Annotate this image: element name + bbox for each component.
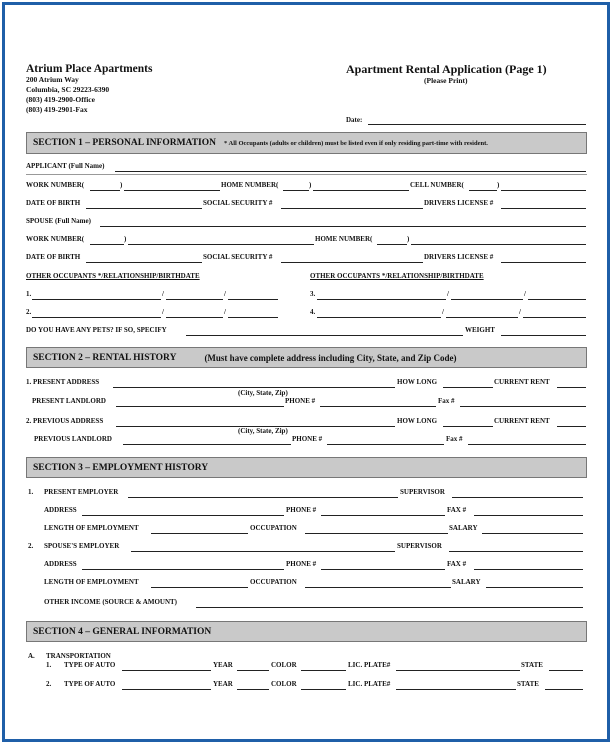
employer-phone-label: PHONE # (286, 506, 317, 514)
occupant-3-name-field[interactable] (317, 291, 446, 300)
spouse-employer-phone-field[interactable] (321, 561, 445, 570)
year-label: YEAR (213, 661, 233, 669)
auto-1-color-field[interactable] (301, 662, 346, 671)
previous-landlord-phone-label: PHONE # (292, 435, 323, 443)
supervisor-label: SUPERVISOR (400, 488, 445, 496)
spouse-supervisor-field[interactable] (449, 543, 583, 552)
previous-current-rent-label: CURRENT RENT (494, 417, 550, 425)
present-landlord-phone-field[interactable] (320, 398, 436, 407)
spouse-ssn-field[interactable] (281, 254, 423, 263)
present-address-label: 1. PRESENT ADDRESS (26, 378, 100, 386)
employer-fax-field[interactable] (474, 507, 583, 516)
previous-landlord-fax-label: Fax # (446, 435, 463, 443)
spouse-salary-label: SALARY (452, 578, 481, 586)
occupant-3-relationship-field[interactable] (451, 291, 523, 300)
present-address-field[interactable] (113, 379, 395, 388)
weight-field[interactable] (501, 327, 586, 336)
lic-plate-label: LIC. PLATE# (348, 661, 391, 669)
slash: / (447, 290, 449, 298)
section-1-header (26, 132, 587, 154)
other-occupants-label-right: OTHER OCCUPANTS */RELATIONSHIP/BIRTHDATE (310, 272, 484, 280)
spouse-work-number-field[interactable] (128, 236, 314, 245)
previous-how-long-label: HOW LONG (397, 417, 438, 425)
present-landlord-fax-label: Fax # (438, 397, 455, 405)
lic-plate-label-2: LIC. PLATE# (348, 680, 391, 688)
spouse-employer-fax-field[interactable] (474, 561, 583, 570)
work-number-label: WORK NUMBER( (26, 181, 85, 189)
section-2-note: (Must have complete address including City, State, and Zip Code) (204, 352, 457, 363)
auto-2-color-field[interactable] (301, 681, 346, 690)
spouse-home-area-code-field[interactable] (377, 235, 410, 245)
occupant-2-name-field[interactable] (32, 309, 161, 318)
date-label: Date: (346, 116, 363, 124)
home-number-field[interactable] (313, 182, 409, 191)
spouse-employer-address-field[interactable] (82, 561, 284, 570)
spouse-home-number-field[interactable] (411, 236, 586, 245)
applicant-name-field[interactable] (115, 163, 586, 172)
transportation-label: TRANSPORTATION (46, 652, 111, 660)
section-2-title: SECTION 2 – RENTAL HISTORY (33, 352, 177, 363)
spouse-name-field[interactable] (100, 218, 586, 227)
occupant-3-number: 3. (310, 290, 316, 298)
previous-landlord-phone-field[interactable] (327, 436, 444, 445)
close-paren: ) (120, 181, 123, 189)
auto-2-number: 2. (46, 680, 52, 688)
date-field[interactable] (368, 116, 586, 125)
ssn-label: SOCIAL SECURITY # (203, 199, 273, 207)
occupant-1-number: 1. (26, 290, 32, 298)
spouse-work-area-code-field[interactable] (90, 235, 127, 245)
employer-address-field[interactable] (82, 507, 284, 516)
previous-current-rent-field[interactable] (557, 418, 586, 427)
spouse-employer-phone-label: PHONE # (286, 560, 317, 568)
cell-number-label: CELL NUMBER( (410, 181, 464, 189)
occupant-4-relationship-field[interactable] (446, 309, 518, 318)
spouse-salary-field[interactable] (486, 579, 583, 588)
present-landlord-label: PRESENT LANDLORD (32, 397, 106, 405)
salary-field[interactable] (482, 525, 583, 534)
spouse-ssn-label: SOCIAL SECURITY # (203, 253, 273, 261)
auto-2-state-field[interactable] (545, 681, 583, 690)
spouse-occupation-field[interactable] (305, 579, 451, 588)
spouse-work-number-label: WORK NUMBER( (26, 235, 85, 243)
present-how-long-field[interactable] (443, 379, 493, 388)
occupant-3-birthdate-field[interactable] (528, 291, 586, 300)
occupant-1-birthdate-field[interactable] (228, 291, 278, 300)
previous-how-long-field[interactable] (443, 418, 493, 427)
slash: / (519, 308, 521, 316)
slash: / (524, 290, 526, 298)
section-1-title: SECTION 1 – PERSONAL INFORMATION (33, 138, 216, 148)
dob-field[interactable] (86, 200, 202, 209)
state-label: STATE (521, 661, 543, 669)
auto-1-state-field[interactable] (549, 662, 583, 671)
spouse-supervisor-label: SUPERVISOR (397, 542, 442, 550)
pets-field[interactable] (186, 327, 463, 336)
occupant-2-number: 2. (26, 308, 32, 316)
slash: / (224, 290, 226, 298)
occupant-2-birthdate-field[interactable] (228, 309, 278, 318)
slash: / (162, 290, 164, 298)
year-label-2: YEAR (213, 680, 233, 688)
occupant-1-name-field[interactable] (32, 291, 161, 300)
auto-2-year-field[interactable] (237, 681, 269, 690)
spouse-drivers-license-label: DRIVERS LICENSE # (424, 253, 494, 261)
dob-label: DATE OF BIRTH (26, 199, 81, 207)
close-paren: ) (309, 181, 312, 189)
company-fax: (803) 419-2901-Fax (26, 105, 88, 114)
auto-1-number: 1. (46, 661, 52, 669)
auto-1-plate-field[interactable] (396, 662, 520, 671)
section-4-header (26, 621, 587, 642)
employer-1-number: 1. (28, 488, 34, 496)
section-3-title: SECTION 3 – EMPLOYMENT HISTORY (33, 462, 209, 473)
previous-address-label: 2. PREVIOUS ADDRESS (26, 417, 104, 425)
length-of-employment-label: LENGTH OF EMPLOYMENT (44, 524, 139, 532)
city-state-zip-hint-2: (City, State, Zip) (238, 427, 288, 435)
employer-phone-field[interactable] (321, 507, 445, 516)
spouse-dob-label: DATE OF BIRTH (26, 253, 81, 261)
ssn-field[interactable] (281, 200, 423, 209)
spouse-dob-field[interactable] (86, 254, 202, 263)
section-4-title: SECTION 4 – GENERAL INFORMATION (33, 626, 212, 637)
present-current-rent-field[interactable] (557, 379, 586, 388)
company-address-1: 200 Atrium Way (26, 75, 79, 84)
close-paren: ) (124, 235, 127, 243)
section-3-header (26, 457, 587, 478)
item-a-label: A. (28, 652, 35, 660)
company-address-2: Columbia, SC 29223-6390 (26, 85, 110, 94)
type-of-auto-label-2: TYPE OF AUTO (64, 680, 116, 688)
spouse-drivers-license-field[interactable] (501, 254, 586, 263)
color-label-2: COLOR (271, 680, 297, 688)
occupant-1-relationship-field[interactable] (166, 291, 223, 300)
other-income-label: OTHER INCOME (SOURCE & AMOUNT) (44, 598, 178, 606)
spouse-employer-address-label: ADDRESS (44, 560, 77, 568)
occupant-4-number: 4. (310, 308, 316, 316)
employer-address-label: ADDRESS (44, 506, 77, 514)
salary-label: SALARY (449, 524, 478, 532)
slash: / (162, 308, 164, 316)
auto-2-plate-field[interactable] (396, 681, 516, 690)
present-landlord-field[interactable] (116, 398, 284, 407)
type-of-auto-label: TYPE OF AUTO (64, 661, 116, 669)
work-area-code-field[interactable] (90, 181, 123, 191)
spouse-occupation-label: OCCUPATION (250, 578, 297, 586)
home-area-code-field[interactable] (283, 181, 312, 191)
spouse-employer-fax-label: FAX # (447, 560, 467, 568)
supervisor-field[interactable] (452, 489, 583, 498)
how-long-label: HOW LONG (397, 378, 438, 386)
spouse-length-of-employment-label: LENGTH OF EMPLOYMENT (44, 578, 139, 586)
pets-label: DO YOU HAVE ANY PETS? IF SO, SPECIFY (26, 326, 167, 334)
occupant-4-birthdate-field[interactable] (523, 309, 586, 318)
occupant-2-relationship-field[interactable] (166, 309, 223, 318)
other-income-field[interactable] (196, 599, 583, 608)
please-print: (Please Print) (424, 76, 468, 85)
close-paren: ) (407, 235, 410, 243)
company-name: Atrium Place Apartments (26, 63, 153, 75)
slash: / (442, 308, 444, 316)
present-employer-label: PRESENT EMPLOYER (44, 488, 119, 496)
state-label-2: STATE (517, 680, 539, 688)
weight-label: WEIGHT (465, 326, 495, 334)
previous-address-field[interactable] (116, 418, 395, 427)
spouse-employer-label: SPOUSE'S EMPLOYER (44, 542, 120, 550)
slash: / (224, 308, 226, 316)
drivers-license-label: DRIVERS LICENSE # (424, 199, 494, 207)
drivers-license-field[interactable] (501, 200, 586, 209)
section-1-note: * All Occupants (adults or children) must be listed even if only residing part-time with resident. (224, 139, 488, 147)
auto-1-type-field[interactable] (122, 662, 211, 671)
page-title: Apartment Rental Application (Page 1) (346, 62, 547, 76)
occupation-label: OCCUPATION (250, 524, 297, 532)
city-state-zip-hint: (City, State, Zip) (238, 389, 288, 397)
present-employer-field[interactable] (128, 489, 398, 498)
present-landlord-phone-label: PHONE # (285, 397, 316, 405)
spouse-home-number-label: HOME NUMBER( (315, 235, 373, 243)
employer-2-number: 2. (28, 542, 34, 550)
close-paren: ) (497, 181, 500, 189)
auto-2-type-field[interactable] (122, 681, 211, 690)
spouse-length-of-employment-field[interactable] (151, 579, 248, 588)
previous-landlord-fax-field[interactable] (468, 436, 586, 445)
occupation-field[interactable] (305, 525, 448, 534)
cell-area-code-field[interactable] (469, 181, 500, 191)
previous-landlord-field[interactable] (123, 436, 291, 445)
cell-number-field[interactable] (501, 182, 586, 191)
employer-fax-label: FAX # (447, 506, 467, 514)
section-2-header (26, 347, 587, 368)
work-number-field[interactable] (124, 182, 220, 191)
color-label: COLOR (271, 661, 297, 669)
current-rent-label: CURRENT RENT (494, 378, 550, 386)
auto-1-year-field[interactable] (237, 662, 269, 671)
present-landlord-fax-field[interactable] (460, 398, 586, 407)
home-number-label: HOME NUMBER( (221, 181, 279, 189)
previous-landlord-label: PREVIOUS LANDLORD (34, 435, 112, 443)
occupant-4-name-field[interactable] (317, 309, 441, 318)
spouse-employer-field[interactable] (131, 543, 395, 552)
length-of-employment-field[interactable] (151, 525, 248, 534)
divider (26, 174, 587, 175)
spouse-label: SPOUSE (Full Name) (26, 217, 91, 225)
applicant-label: APPLICANT (Full Name) (26, 162, 105, 170)
other-occupants-label-left: OTHER OCCUPANTS */RELATIONSHIP/BIRTHDATE (26, 272, 200, 280)
company-office-phone: (803) 419-2900-Office (26, 95, 95, 104)
